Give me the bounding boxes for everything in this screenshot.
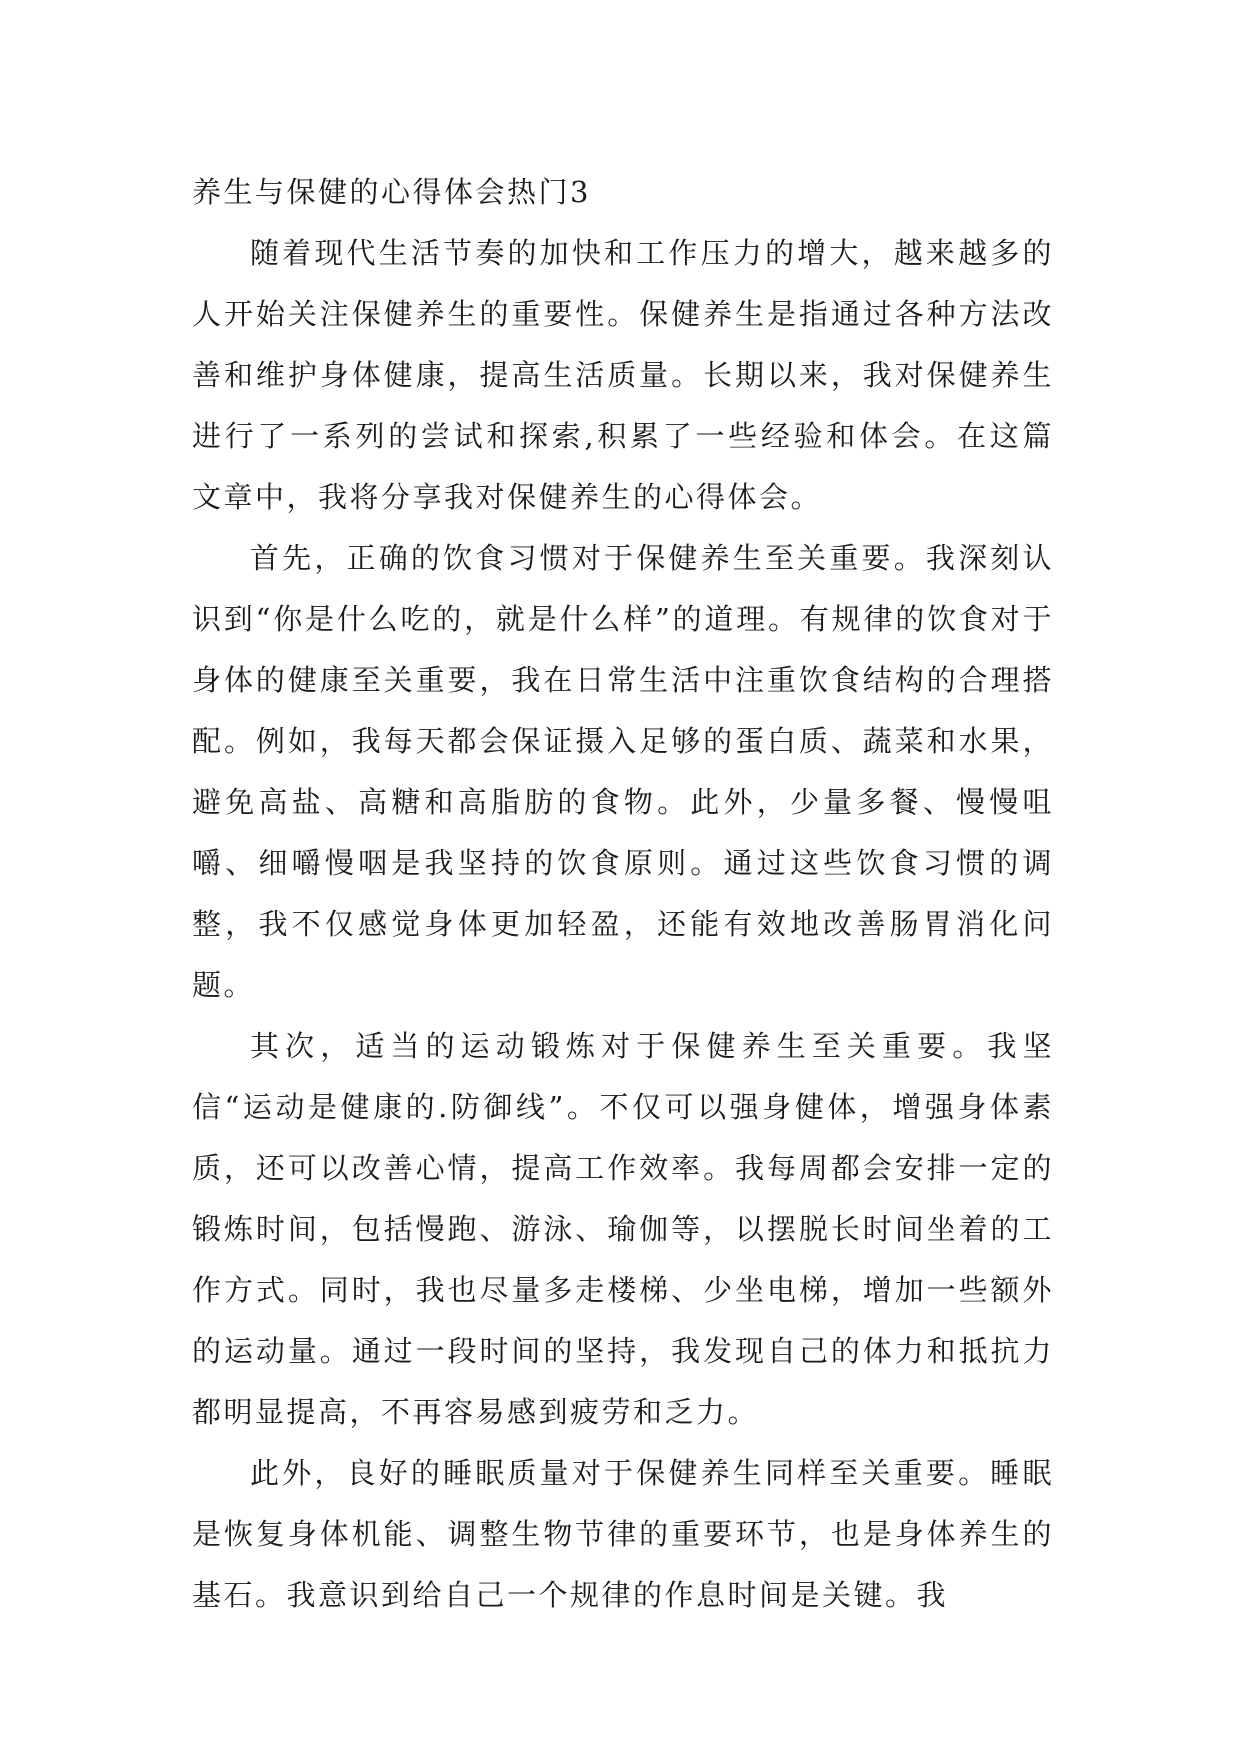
- paragraph-intro: 随着现代生活节奏的加快和工作压力的增大，越来越多的人开始关注保健养生的重要性。保健养生是指通过各种方法改善和维护身体健康，提高生活质量。长期以来，我对保健养生进行了一系列的尝试和探索,积累了一些经验和体会。在这篇文章中，我将分享我对保健养生的心得体会。: [192, 236, 1054, 514]
- document-body: [192, 162, 1054, 1626]
- paragraph-sleep: 此外，良好的睡眠质量对于保健养生同样至关重要。睡眠是恢复身体机能、调整生物节律的重要环节，也是身体养生的基石。我意识到给自己一个规律的作息时间是关键。我: [192, 1456, 1054, 1612]
- paragraph-diet: 首先，正确的饮食习惯对于保健养生至关重要。我深刻认识到“你是什么吃的，就是什么样”的道理。有规律的饮食对于身体的健康至关重要，我在日常生活中注重饮食结构的合理搭配。例如，我每天都会保证摄入足够的蛋白质、蔬菜和水果，避免高盐、高糖和高脂肪的食物。此外，少量多餐、慢慢咀嚼、细嚼慢咽是我坚持的饮食原则。通过这些饮食习惯的调整，我不仅感觉身体更加轻盈，还能有效地改善肠胃消化问题。: [192, 541, 1054, 1002]
- document-title: 养生与保健的心得体会热门3: [192, 175, 591, 209]
- paragraph-exercise: 其次，适当的运动锻炼对于保健养生至关重要。我坚信“运动是健康的.防御线”。不仅可以强身健体，增强身体素质，还可以改善心情，提高工作效率。我每周都会安排一定的锻炼时间，包括慢跑、游泳、瑜伽等，以摆脱长时间坐着的工作方式。同时，我也尽量多走楼梯、少坐电梯，增加一些额外的运动量。通过一段时间的坚持，我发现自己的体力和抵抗力都明显提高，不再容易感到疲劳和乏力。: [192, 1029, 1054, 1429]
